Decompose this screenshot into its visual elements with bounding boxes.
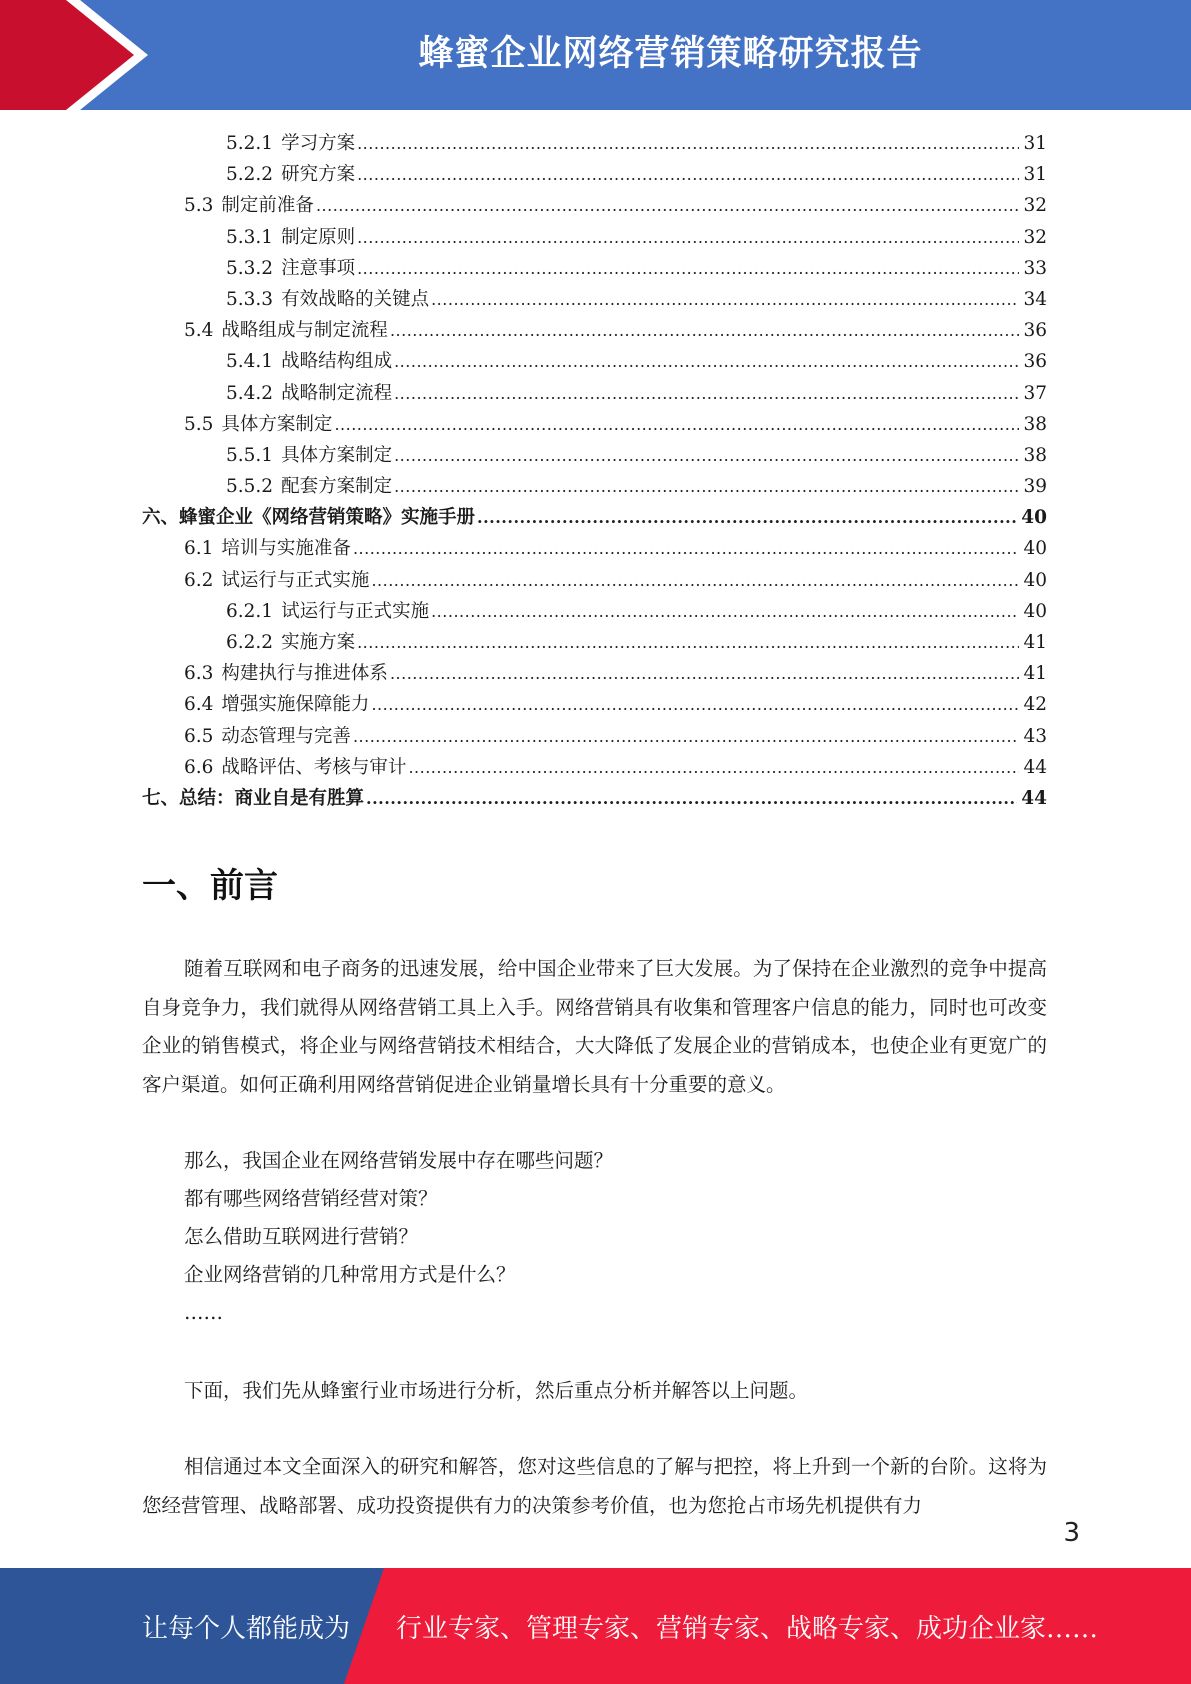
toc-entry-page: 34 <box>1023 288 1047 310</box>
toc-entry[interactable] <box>142 596 1047 627</box>
toc-entry[interactable] <box>142 783 1047 814</box>
closing-paragraph: 相信通过本文全面深入的研究和解答，您对这些信息的了解与把控，将上升到一个新的台阶。这将为您经营管理、战略部署、成功投资提供有力的决策参考价值，也为您抢占市场先机提供有力 <box>142 1455 1047 1517</box>
toc-entry-page: 40 <box>1023 600 1047 622</box>
toc-entry-number: 6.1 <box>184 538 214 560</box>
toc-entry-number: 6.6 <box>184 756 214 778</box>
toc-leader-dots <box>371 565 1019 596</box>
toc-entry-page: 36 <box>1023 320 1047 342</box>
toc-entry-page: 31 <box>1023 164 1047 186</box>
toc-entry[interactable] <box>142 409 1047 440</box>
toc-entry-number: 5.3.2 <box>226 257 274 279</box>
toc-entry-title: 研究方案 <box>281 164 356 186</box>
toc-entry-number: 6.3 <box>184 663 214 685</box>
toc-leader-dots <box>394 378 1019 409</box>
toc-entry-page: 39 <box>1023 476 1047 498</box>
toc-leader-dots <box>357 159 1019 190</box>
toc-leader-dots <box>390 315 1020 346</box>
toc-entry[interactable] <box>142 222 1047 253</box>
toc-entry-page: 36 <box>1023 351 1047 373</box>
toc-entry-page: 32 <box>1023 226 1047 248</box>
section-heading: 一、前言 <box>142 866 278 906</box>
toc-entry[interactable] <box>142 253 1047 284</box>
toc-leader-dots <box>334 409 1019 440</box>
toc-entry-number: 6.2.2 <box>226 632 274 653</box>
table-of-contents <box>142 128 1047 814</box>
toc-entry-title: 构建执行与推进体系 <box>221 663 388 685</box>
toc-entry-number: 5.3.1 <box>226 226 274 248</box>
toc-entry-number: 5.4.1 <box>226 351 274 373</box>
toc-entry-number: 6.2 <box>184 569 214 591</box>
toc-entry-page: 44 <box>1023 756 1047 778</box>
toc-leader-dots <box>394 471 1019 502</box>
toc-entry-page: 33 <box>1023 257 1047 279</box>
toc-entry-number: 6.2.1 <box>226 600 274 622</box>
toc-leader-dots <box>316 190 1020 221</box>
toc-entry-title: 战略结构组成 <box>281 351 393 373</box>
toc-entry[interactable] <box>142 627 1047 658</box>
footer-banner <box>0 1568 1191 1684</box>
toc-entry[interactable] <box>142 346 1047 377</box>
toc-entry[interactable] <box>142 159 1047 190</box>
toc-entry-number: 5.5 <box>184 413 214 435</box>
toc-entry[interactable] <box>142 721 1047 752</box>
toc-leader-dots <box>357 222 1019 253</box>
toc-entry-number: 5.4 <box>184 320 214 342</box>
toc-entry-number: 5.5.1 <box>226 444 274 466</box>
toc-leader-dots <box>431 284 1019 315</box>
question-item: 都有哪些网络营销经营对策？ <box>184 1187 438 1210</box>
toc-leader-dots <box>357 128 1019 159</box>
intro-paragraph: 随着互联网和电子商务的迅速发展，给中国企业带来了巨大发展。为了保持在企业激烈的竞争中提高自身竞争力，我们就得从网络营销工具上入手。网络营销具有收集和管理客户信息的能力，同时也可改变企业的销售模式，将企业与网络营销技术相结合，大大降低了发展企业的营销成本，也使企业有更宽广的客户渠道。如何正确利用网络营销促进企业销量增长具有十分重要的意义。 <box>142 957 1047 1096</box>
toc-entry-number: 5.2.1 <box>226 133 274 154</box>
toc-entry-page: 40 <box>1021 507 1047 529</box>
header-banner <box>0 0 1191 110</box>
toc-entry-title: 战略制定流程 <box>281 382 393 404</box>
toc-leader-dots <box>394 346 1019 377</box>
toc-entry[interactable] <box>142 533 1047 564</box>
toc-entry-page: 40 <box>1023 569 1047 591</box>
toc-leader-dots <box>353 533 1020 564</box>
toc-entry[interactable] <box>142 502 1047 533</box>
toc-entry-title: 战略组成与制定流程 <box>221 320 388 342</box>
toc-entry-page: 41 <box>1023 632 1047 653</box>
toc-entry[interactable] <box>142 315 1047 346</box>
footer-slogan-left: 让每个人都能成为 <box>142 1614 351 1644</box>
question-item: 那么，我国企业在网络营销发展中存在哪些问题？ <box>184 1149 614 1172</box>
toc-entry-title: 七、总结：商业自是有胜算 <box>142 787 365 809</box>
toc-entry-title: 有效战略的关键点 <box>281 288 430 310</box>
toc-entry[interactable] <box>142 440 1047 471</box>
toc-entry[interactable] <box>142 190 1047 221</box>
toc-leader-dots <box>477 502 1017 533</box>
toc-entry[interactable] <box>142 378 1047 409</box>
toc-entry-number: 6.5 <box>184 725 214 747</box>
toc-entry-title: 战略评估、考核与审计 <box>221 756 407 778</box>
toc-entry-title: 培训与实施准备 <box>221 538 351 560</box>
toc-entry-title: 配套方案制定 <box>281 476 393 498</box>
question-item: 企业网络营销的几种常用方式是什么？ <box>184 1263 516 1286</box>
toc-entry-title: 学习方案 <box>281 133 356 154</box>
toc-entry-number: 5.4.2 <box>226 382 274 404</box>
toc-entry-number: 5.5.2 <box>226 476 274 498</box>
toc-leader-dots <box>357 253 1019 284</box>
analysis-paragraph: 下面，我们先从蜂蜜行业市场进行分析，然后重点分析并解答以上问题。 <box>184 1379 809 1402</box>
toc-leader-dots <box>357 627 1019 658</box>
toc-entry-page: 38 <box>1023 444 1047 466</box>
toc-entry[interactable] <box>142 471 1047 502</box>
toc-entry-title: 试运行与正式实施 <box>221 569 370 591</box>
toc-entry-page: 37 <box>1023 382 1047 404</box>
toc-entry-title: 具体方案制定 <box>221 413 333 435</box>
toc-entry-number: 6.4 <box>184 694 214 716</box>
toc-entry[interactable] <box>142 752 1047 783</box>
footer-slogan-right: 行业专家、管理专家、营销专家、战略专家、成功企业家…… <box>396 1614 1099 1644</box>
question-item: 怎么借助互联网进行营销？ <box>184 1225 419 1248</box>
toc-entry-title: 动态管理与完善 <box>221 725 351 747</box>
toc-entry-page: 43 <box>1023 725 1047 747</box>
toc-entry-number: 5.3.3 <box>226 288 274 310</box>
toc-entry-title: 具体方案制定 <box>281 444 393 466</box>
toc-entry-title: 实施方案 <box>281 632 356 653</box>
toc-entry-page: 42 <box>1023 694 1047 716</box>
toc-entry-page: 41 <box>1023 663 1047 685</box>
toc-entry-page: 32 <box>1023 195 1047 217</box>
toc-entry[interactable] <box>142 565 1047 596</box>
header-red-chevron <box>0 0 134 110</box>
toc-leader-dots <box>431 596 1019 627</box>
toc-leader-dots <box>390 658 1020 689</box>
toc-entry[interactable] <box>142 689 1047 720</box>
toc-entry-page: 44 <box>1021 787 1047 809</box>
toc-entry-page: 31 <box>1023 133 1047 154</box>
toc-entry-title: 增强实施保障能力 <box>221 694 370 716</box>
toc-entry[interactable] <box>142 128 1047 159</box>
question-list <box>184 1142 613 1332</box>
toc-entry[interactable] <box>142 658 1047 689</box>
toc-leader-dots <box>366 783 1017 814</box>
toc-entry-page: 40 <box>1023 538 1047 560</box>
question-ellipsis: …… <box>184 1301 223 1324</box>
document-title: 蜂蜜企业网络营销策略研究报告 <box>418 34 923 74</box>
toc-entry-title: 注意事项 <box>281 257 356 279</box>
toc-entry-title: 制定原则 <box>281 226 356 248</box>
toc-entry-page: 38 <box>1023 413 1047 435</box>
toc-entry-title: 制定前准备 <box>221 195 314 217</box>
toc-leader-dots <box>371 689 1019 720</box>
toc-leader-dots <box>408 752 1019 783</box>
toc-entry-number: 5.3 <box>184 195 214 217</box>
toc-entry[interactable] <box>142 284 1047 315</box>
toc-entry-title: 六、蜂蜜企业《网络营销策略》实施手册 <box>142 507 476 529</box>
toc-entry-number: 5.2.2 <box>226 164 274 186</box>
toc-entry-title: 试运行与正式实施 <box>281 600 430 622</box>
toc-leader-dots <box>353 721 1020 752</box>
page-number: 3 <box>1063 1518 1080 1548</box>
toc-leader-dots <box>394 440 1019 471</box>
